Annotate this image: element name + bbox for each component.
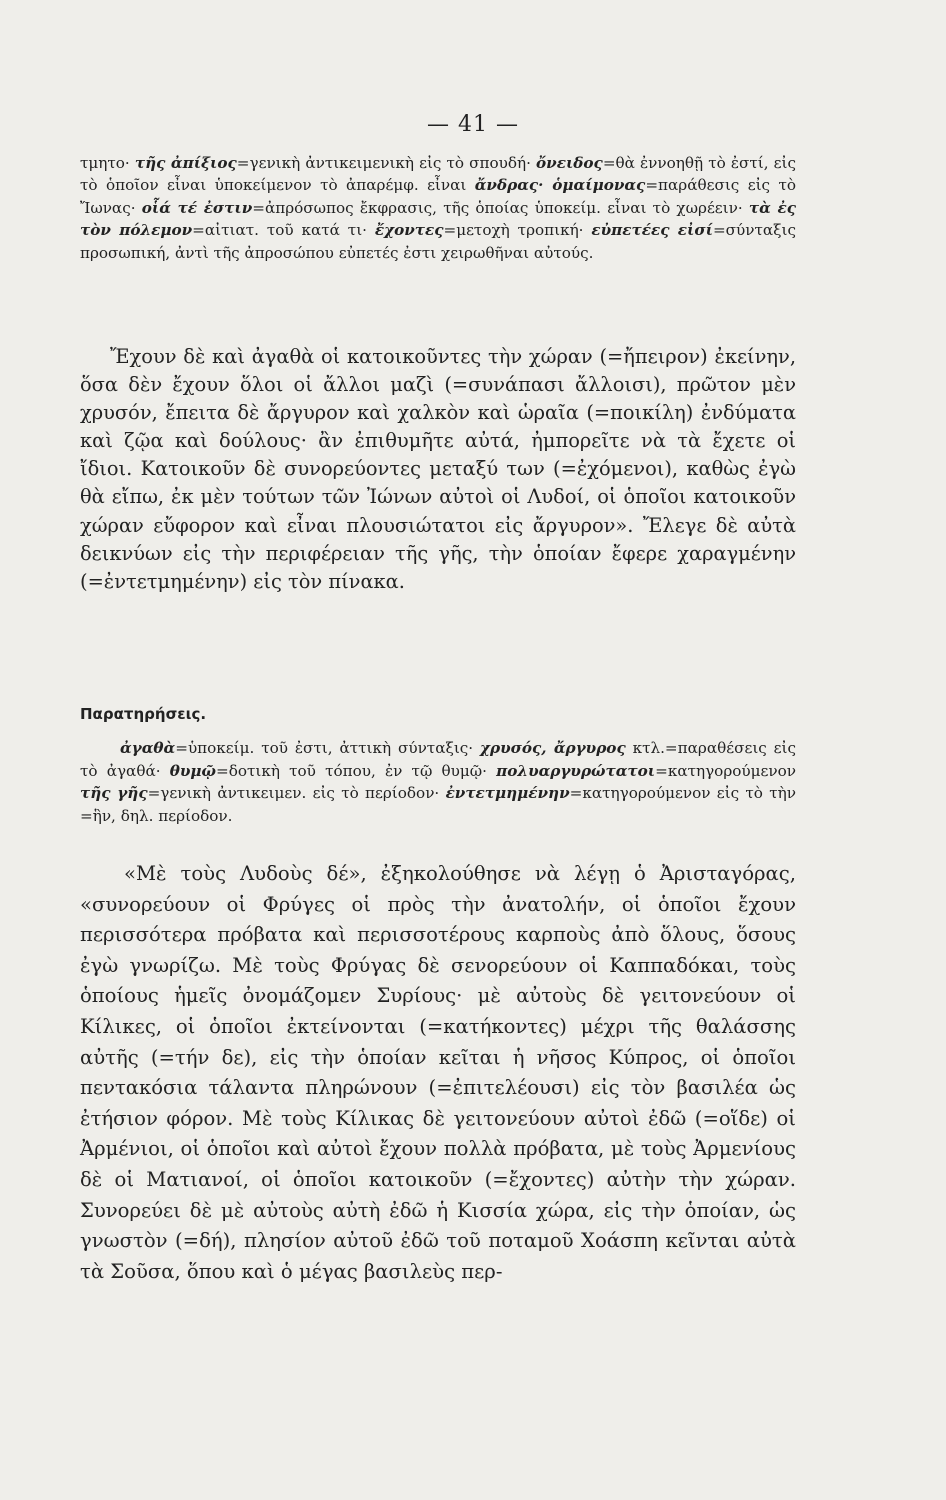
translation-text-2	[80, 859, 796, 1287]
translation-paragraph: «Μὲ τοὺς Λυδοὺς δέ», ἐξηκολούθησε νὰ λέγῃ ὁ Ἀρισταγόρας, «συνορεύουν οἱ Φρύγες οἱ πρὸς τὴν ἀνατολήν, οἱ ὁποῖοι ἔχουν περισσότερα πρόβατα καὶ περισσοτέρους καρποὺς ἀπὸ ὅλους, ὅσους ἐγὼ γνωρίζω. Μὲ τοὺς Φρύγας δὲ σενορεύουν οἱ Καππαδόκαι, τοὺς ὁποίους ἡμεῖς ὀνομάζομεν Συρίους· μὲ αὐτοὺς δὲ γειτονεύουν οἱ Κίλικες, οἱ ὁποῖοι ἐκτείνονται (=κατήκοντες) μέχρι τῆς θαλάσσης αὐτῆς (=τήν δε), εἰς τὴν ὁποίαν κεῖται ἡ νῆσος Κύπρος, οἱ ὁποῖοι πεντακόσια τάλαντα πληρώνουν (=ἐπιτελέουσι) εἰς τὸν βασιλέα ὡς ἐτήσιον φόρον. Μὲ τοὺς Κίλικας δὲ γειτονεύουν αὐτοὶ ἐδῶ (=οἵδε) οἱ Ἀρμένιοι, οἱ ὁποῖοι καὶ αὐτοὶ ἔχουν πολλὰ πρόβατα, μὲ τοὺς Ἀρμενίους δὲ οἱ Ματιανοί, οἱ ὁποῖοι κατοικοῦν (=ἔχοντες) αὐτὴν τὴν χώραν. Συνορεύει δὲ μὲ αὐτοὺς αὐτὴ ἐδῶ ἡ Κισσία χώρα, εἰς τὴν ὁποίαν, ὡς γνωστὸν (=δή), πλησίον αὐτοῦ ἐδῶ τοῦ ποταμοῦ Χοάσπη κεῖνται αὐτὰ τὰ Σοῦσα, ὅπου καὶ ὁ μέγας βασιλεὺς περ-	[80, 862, 796, 1283]
notes-paragraph: ἀγαθὰ=ὑποκείμ. τοῦ ἐστι, ἀττικὴ σύνταξις· χρυσός, ἄργυρος κτλ.=παραθέσεις εἰς τὸ ἀγαθά· θυμῷ=δοτικὴ τοῦ τόπου, ἐν τῷ θυμῷ· πολυαργυρώτατοι=κατηγορούμενον τῆς γῆς=γενικὴ ἀντικειμεν. εἰς τὸ περίοδον· ἐντετμημένην=κατηγορούμενον εἰς τὸ τὴν =ἣν, δηλ. περίοδον.	[80, 739, 797, 825]
page-number: — 41 —	[427, 112, 519, 137]
commentary-notes-bottom	[80, 737, 796, 827]
commentary-notes-top	[80, 152, 796, 264]
translation-text-1	[80, 343, 796, 596]
section-heading: Παρατηρήσεις.	[80, 705, 207, 723]
translation-paragraph: Ἔχουν δὲ καὶ ἀγαθὰ οἱ κατοικοῦντες τὴν χώραν (=ἤπειρον) ἐκείνην, ὅσα δὲν ἔχουν ὅλοι οἱ ἄλλοι μαζὶ (=συνάπασι ἄλλοισι), πρῶτον μὲν χρυσόν, ἔπειτα δὲ ἄργυρον καὶ χαλκὸν καὶ ὡραῖα (=ποικίλη) ἐνδύματα καὶ ζῷα καὶ δούλους· ἂν ἐπιθυμῆτε αὐτά, ἠμπορεῖτε νὰ τὰ ἔχετε οἱ ἴδιοι. Κατοικοῦν δὲ συνορεύοντες μεταξύ των (=ἐχόμενοι), καθὼς ἐγὼ θὰ εἴπω, ἐκ μὲν τούτων τῶν Ἰώνων αὐτοὶ οἱ Λυδοί, οἱ ὁποῖοι κατοικοῦν χώραν εὔφορον καὶ εἶναι πλουσιώτατοι εἰς ἄργυρον». Ἔλεγε δὲ αὐτὰ δεικνύων εἰς τὴν περιφέρειαν τῆς γῆς, τὴν ὁποίαν ἔφερε χαραγμένην (=ἐντετμημένην) εἰς τὸν πίνακα.	[80, 345, 796, 593]
notes-paragraph: τμητο· τῆς ἀπίξιος=γενικὴ ἀντικειμενικὴ εἰς τὸ σπουδή· ὄνειδος=θὰ ἐννοηθῇ τὸ ἐστί, εἰς τὸ ὁποῖον εἶναι ὑποκείμενον τὸ ἀπαρέμφ. εἶναι ἄνδρας· ὁμαίμονας=παράθεσις εἰς τὸ Ἴωνας· οἷά τέ ἐστιν=ἀπρόσωπος ἔκφρασις, τῆς ὁποίας ὑποκείμ. εἶναι τὸ χωρέειν· τὰ ἐς τὸν πόλεμον=αἰτιατ. τοῦ κατά τι· ἔχοντες=μετοχὴ τροπική· εὐπετέες εἰσί=σύνταξις προσωπική, ἀντὶ τῆς ἀπροσώπου εὐπετές ἐστι χειρωθῆναι αὐτούς.	[80, 154, 796, 262]
